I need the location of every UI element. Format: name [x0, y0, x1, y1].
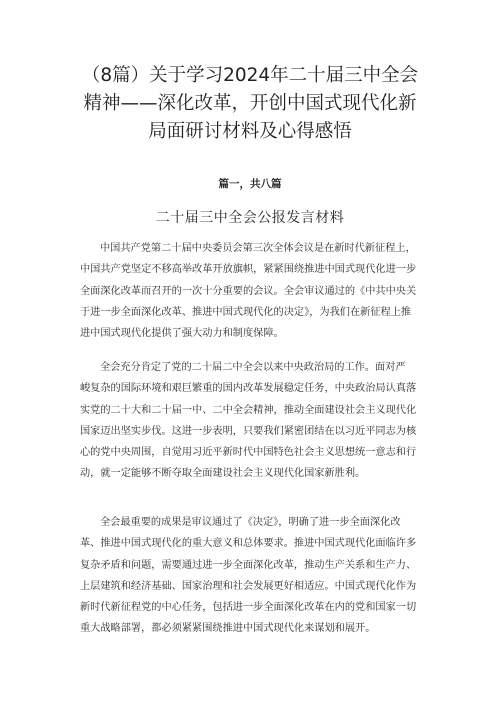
paragraph-line: 全会最重要的成果是审议通过了《决定》，明确了进一步全面深化改	[100, 517, 401, 528]
paragraph-3	[80, 512, 424, 640]
paragraph-1	[80, 238, 424, 344]
title-line-1: （8篇）关于学习2024年二十届三中全会	[81, 65, 419, 86]
paragraph-line: 动，就一定能够不断夺取全面建设社会主义现代化国家新胜利。	[80, 468, 366, 480]
paragraph-line: 心的党中央周围，自觉用习近平新时代中国特色社会主义思想统一意志和行	[80, 447, 417, 459]
paragraph-line: 国家迈出坚实步伐。这进一步表明，只要我们紧密团结在以习近平同志为核	[80, 425, 417, 437]
paragraph-line: 革、推进中国式现代化的重大意义和总体要求。推进中国式现代化面临许多	[80, 538, 417, 550]
paragraph-2	[80, 357, 424, 485]
paragraph-line: 全面深化改革而召开的一次十分重要的会议。全会审议通过的《中共中央关	[80, 285, 417, 297]
paragraph-line: 复杂矛盾和问题，需要通过进一步全面深化改革，推动生产关系和生产力、	[80, 559, 417, 571]
paragraph-line: 峻复杂的国际环境和艰巨繁重的国内改革发展稳定任务，中央政治局认真落	[80, 383, 417, 395]
article-index-label: 篇一，共八篇	[218, 178, 282, 190]
paragraph-line: 全会充分肯定了党的二十届二中全会以来中央政治局的工作。面对严	[100, 362, 406, 373]
section-heading: 二十届三中全会公报发言材料	[155, 210, 345, 226]
paragraph-line: 中国共产党第二十届中央委员会第三次全体会议是在新时代新征程上，	[100, 243, 416, 254]
paragraph-line: 重大战略部署，都必须紧紧围绕推进中国式现代化来谋划和展开。	[80, 623, 376, 635]
title-line-2: 精神——深化改革，开创中国式现代化新	[83, 93, 417, 114]
paragraph-line: 实党的二十大和二十届一中、二中全会精神，推动全面建设社会主义现代化	[80, 404, 417, 416]
paragraph-line: 于进一步全面深化改革、推进中国式现代化的决定》，为我们在新征程上推	[80, 306, 412, 318]
paragraph-line: 新时代新征程党的中心任务，包括进一步全面深化改革在内的党和国家一切	[80, 602, 417, 614]
paragraph-line: 进中国式现代化提供了强大动力和制度保障。	[80, 328, 284, 340]
document-title	[60, 62, 440, 146]
paragraph-line: 中国共产党坚定不移高举改革开放旗帜，紧紧围绕推进中国式现代化进一步	[80, 264, 417, 276]
paragraph-line: 上层建筑和经济基础、国家治理和社会发展更好相适应。中国式现代化作为	[80, 580, 417, 592]
title-line-3: 局面研讨材料及心得感悟	[148, 121, 352, 142]
